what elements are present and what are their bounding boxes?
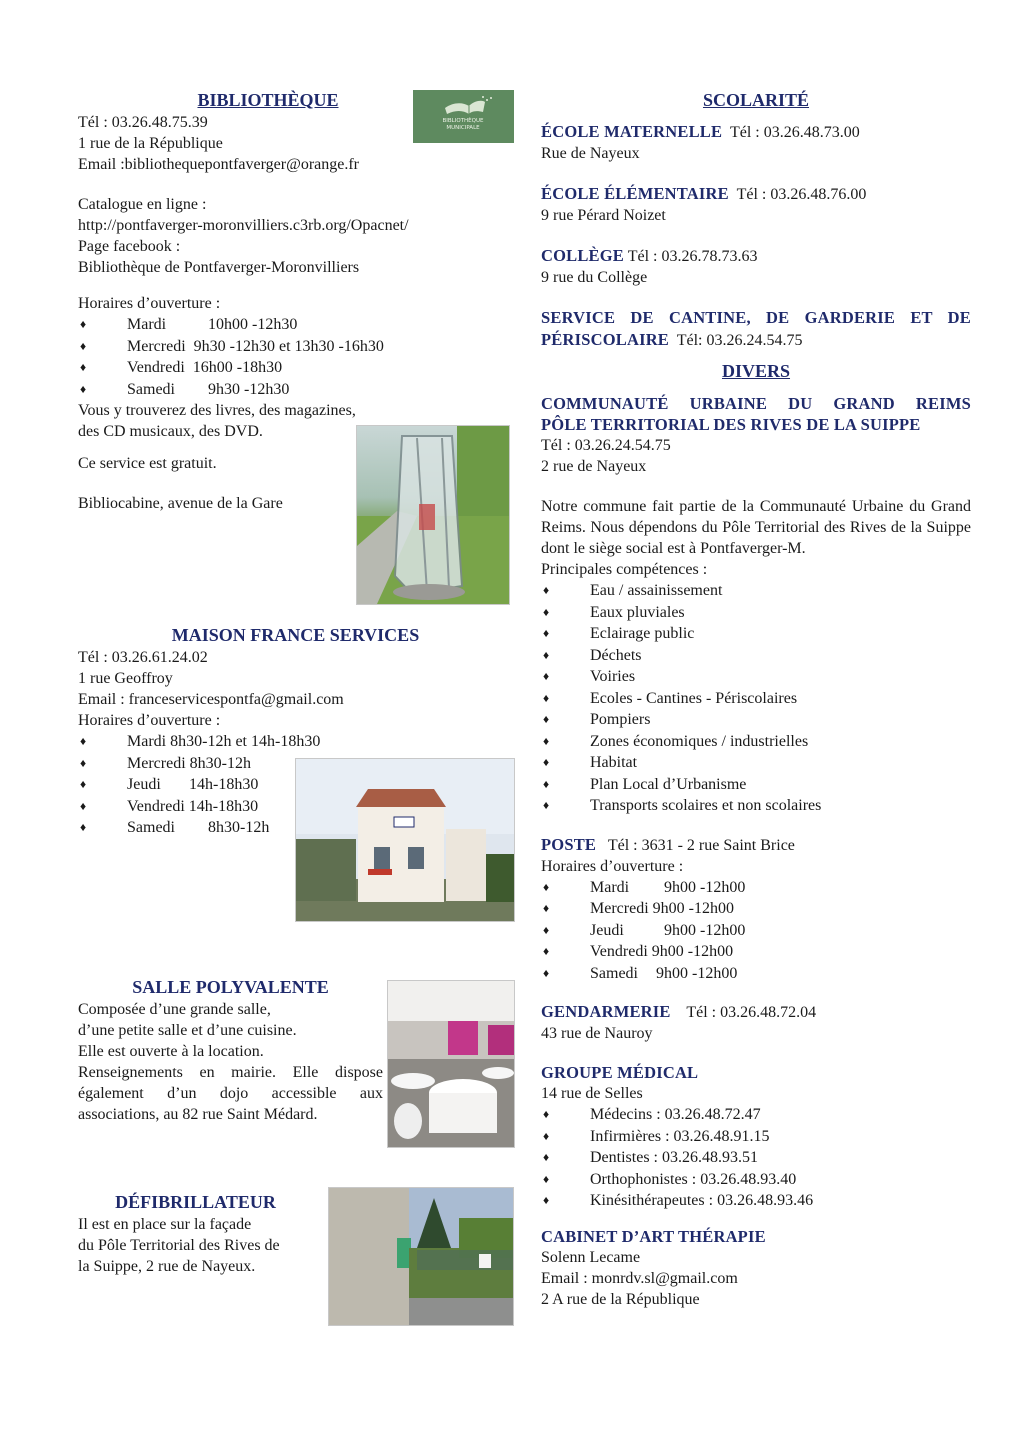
logo-text: BIBLIOTHÈQUE MUNICIPALE xyxy=(442,118,484,131)
school-item: ÉCOLE MATERNELLE Tél : 03.26.48.73.00 xyxy=(541,122,860,141)
section-title: SALLE POLYVALENTE xyxy=(132,977,329,997)
bullet-icon: ♦ xyxy=(543,798,550,812)
right-column xyxy=(541,88,971,1310)
section-title: MAISON FRANCE SERVICES xyxy=(171,625,420,645)
address: 2 rue de Nayeux xyxy=(541,458,647,475)
facebook-link[interactable]: Bibliothèque de Pontfaverger-Moronvilliers xyxy=(78,259,360,276)
list-item: ♦ Eclairage public xyxy=(543,625,695,642)
list-item: ♦ Orthophonistes : 03.26.48.93.40 xyxy=(543,1170,797,1188)
bullet-icon: ♦ xyxy=(543,1107,550,1121)
list-item: ♦ Kinésithérapeutes : 03.26.48.93.46 xyxy=(543,1192,814,1209)
bullet-icon: ♦ xyxy=(543,1150,550,1164)
section-groupe-medical xyxy=(541,1062,971,1212)
facebook-label: Page facebook : xyxy=(78,238,181,255)
address: 14 rue de Selles xyxy=(541,1085,643,1102)
school-item: COLLÈGE Tél : 03.26.78.73.63 xyxy=(541,246,758,265)
hours-list xyxy=(78,314,518,400)
list-item: ♦ Dentistes : 03.26.48.93.51 xyxy=(543,1149,758,1166)
org-name: GROUPE MÉDICAL xyxy=(541,1063,699,1082)
bullet-icon: ♦ xyxy=(543,922,550,937)
bullet-icon: ♦ xyxy=(543,755,550,769)
list-item: ♦ Samedi 9h30 -12h30 xyxy=(80,380,290,398)
list-item: ♦ Samedi 8h30-12h xyxy=(80,819,270,836)
bullet-icon: ♦ xyxy=(80,360,87,374)
list-item: ♦ Infirmières : 03.26.48.91.15 xyxy=(543,1127,770,1145)
list-item: ♦ Samedi 9h00 -12h00 xyxy=(543,964,738,982)
bullet-icon: ♦ xyxy=(543,901,550,915)
list-item: ♦ Mercredi 8h30-12h xyxy=(80,754,251,772)
list-item: ♦ Pompiers xyxy=(543,711,651,728)
paragraph: Notre commune fait partie de la Communauté Urbaine du Grand Reims. Nous dépendons du Pôle Territorial des Rives de la Suippe dont le siège social est à Pontfaverger-M. xyxy=(541,498,971,557)
bullet-icon: ♦ xyxy=(543,604,550,619)
text-line: Composée d’une grande salle, xyxy=(78,1001,271,1018)
list-item: ♦ Mardi 10h00 -12h30 xyxy=(80,316,298,333)
phone: Tél : 3631 - 2 rue Saint Brice xyxy=(607,836,795,854)
list-item: ♦ Jeudi 9h00 -12h00 xyxy=(543,921,746,939)
bullet-icon: ♦ xyxy=(543,690,550,705)
section-title: DIVERS xyxy=(721,361,791,381)
list-item: ♦ Vendredi 9h00 -12h00 xyxy=(543,943,734,960)
hours-label: Horaires d’ouverture : xyxy=(541,857,684,875)
paragraph: Renseignements en mairie. Elle dispose également d’un dojo accessible aux associations, au 82 rue Saint Médard. xyxy=(78,1064,383,1123)
free-note: Ce service est gratuit. xyxy=(78,455,217,472)
bullet-icon: ♦ xyxy=(80,734,87,748)
catalogue-link[interactable]: http://pontfaverger-moronvilliers.c3rb.org/Opacnet/ xyxy=(78,217,409,234)
list-item: ♦ Ecoles - Cantines - Périscolaires xyxy=(543,689,798,707)
bullet-icon: ♦ xyxy=(543,776,550,791)
competences-label: Principales compétences : xyxy=(541,561,708,578)
org-name: PÔLE TERRITORIAL DES RIVES DE LA SUIPPE xyxy=(541,415,921,434)
list-item: ♦ Vendredi 16h00 -18h30 xyxy=(80,359,283,376)
maison-france-services-photo xyxy=(295,758,515,922)
bullet-icon: ♦ xyxy=(80,338,87,353)
book-icon xyxy=(413,90,514,143)
org-name: COMMUNAUTÉ URBAINE DU GRAND REIMS xyxy=(541,394,971,413)
address: 9 rue du Collège xyxy=(541,269,648,286)
list-item: ♦ Mercredi 9h00 -12h00 xyxy=(543,900,734,917)
salle-polyvalente-photo xyxy=(387,980,515,1148)
bullet-icon: ♦ xyxy=(543,712,550,726)
school-item: ÉCOLE ÉLÉMENTAIRE Tél : 03.26.48.76.00 xyxy=(541,184,867,203)
hours-label: Horaires d’ouverture : xyxy=(78,295,221,312)
phone: Tél : 03.26.48.72.04 xyxy=(686,1004,817,1021)
org-name: CABINET D’ART THÉRAPIE xyxy=(541,1226,766,1246)
address: 43 rue de Nauroy xyxy=(541,1025,653,1042)
address: Rue de Nayeux xyxy=(541,145,640,162)
bullet-icon: ♦ xyxy=(543,879,550,894)
bibliotheque-logo xyxy=(413,90,514,143)
address: 1 rue Geoffroy xyxy=(78,670,173,687)
bullet-icon: ♦ xyxy=(543,669,550,683)
section-salle-polyvalente xyxy=(78,975,383,1125)
hours-label: Horaires d’ouverture : xyxy=(78,712,221,729)
bullet-icon: ♦ xyxy=(543,944,550,958)
section-title: DÉFIBRILLATEUR xyxy=(115,1192,276,1212)
phone: Tél : 03.26.24.54.75 xyxy=(541,437,671,454)
list-item: ♦ Jeudi 14h-18h30 xyxy=(80,776,259,793)
bullet-icon: ♦ xyxy=(543,1128,550,1143)
email[interactable]: Email : monrdv.sl@gmail.com xyxy=(541,1269,738,1287)
defibrillateur-photo xyxy=(328,1187,514,1326)
list-item: ♦ Habitat xyxy=(543,754,638,771)
catalogue-label: Catalogue en ligne : xyxy=(78,196,207,213)
phone: Tél : 03.26.61.24.02 xyxy=(78,649,208,666)
description: des CD musicaux, des DVD. xyxy=(78,423,263,440)
list-item: ♦ Voiries xyxy=(543,668,636,685)
list-item: ♦ Eaux pluviales xyxy=(543,603,685,621)
org-name: POSTE xyxy=(541,834,597,854)
section-poste xyxy=(541,834,971,985)
competences-list xyxy=(541,580,971,817)
bullet-icon: ♦ xyxy=(543,1193,550,1207)
address: 2 A rue de la République xyxy=(541,1290,700,1308)
address: 1 rue de la République xyxy=(78,135,223,152)
bullet-icon: ♦ xyxy=(80,381,87,396)
list-item: ♦ Vendredi 14h-18h30 xyxy=(80,797,259,815)
section-title: SCOLARITÉ xyxy=(702,90,810,110)
text-line: Il est en place sur la façade xyxy=(78,1216,252,1233)
text-line: la Suippe, 2 rue de Nayeux. xyxy=(78,1258,256,1275)
person: Solenn Lecame xyxy=(541,1248,641,1266)
list-item: ♦ Mardi 8h30-12h et 14h-18h30 xyxy=(80,733,321,750)
bullet-icon: ♦ xyxy=(543,733,550,748)
list-item: ♦ Médecins : 03.26.48.72.47 xyxy=(543,1106,761,1123)
list-item: ♦ Mercredi 9h30 -12h30 et 13h30 -16h30 xyxy=(80,337,384,355)
section-art-therapie xyxy=(541,1226,971,1310)
section-scolarite xyxy=(541,88,971,351)
section-title: BIBLIOTHÈQUE xyxy=(197,90,339,110)
description: Vous y trouverez des livres, des magazines, xyxy=(78,402,356,419)
text-line: du Pôle Territorial des Rives de xyxy=(78,1237,280,1254)
bullet-icon: ♦ xyxy=(543,1171,550,1186)
section-gendarmerie xyxy=(541,1001,971,1044)
medical-list xyxy=(541,1104,971,1212)
cantine-item: SERVICE DE CANTINE, DE GARDERIE ET DE PÉRISCOLAIRE Tél: 03.26.24.54.75 xyxy=(541,308,971,349)
email[interactable]: Email :bibliothequepontfaverger@orange.fr xyxy=(78,156,360,173)
list-item: ♦ Transports scolaires et non scolaires xyxy=(543,797,822,814)
section-defibrillateur xyxy=(78,1190,326,1277)
list-item: ♦ Eau / assainissement xyxy=(543,582,723,599)
bullet-icon: ♦ xyxy=(543,965,550,980)
bullet-icon: ♦ xyxy=(80,777,87,791)
list-item: ♦ Déchets xyxy=(543,646,642,664)
bullet-icon: ♦ xyxy=(543,647,550,662)
list-item: ♦ Plan Local d’Urbanisme xyxy=(543,775,747,793)
bullet-icon: ♦ xyxy=(80,317,87,331)
bullet-icon: ♦ xyxy=(80,755,87,770)
list-item: ♦ Zones économiques / industrielles xyxy=(543,732,809,750)
list-item: ♦ Mardi 9h00 -12h00 xyxy=(543,878,746,896)
bullet-icon: ♦ xyxy=(80,798,87,813)
bullet-icon: ♦ xyxy=(543,626,550,640)
bibliocabine-photo xyxy=(356,425,510,605)
bibliocabine: Bibliocabine, avenue de la Gare xyxy=(78,495,283,512)
text-line: Elle est ouverte à la location. xyxy=(78,1043,264,1060)
phone: Tél : 03.26.48.75.39 xyxy=(78,114,208,131)
hours-list xyxy=(541,877,971,985)
bullet-icon: ♦ xyxy=(543,583,550,597)
email[interactable]: Email : franceservicespontfa@gmail.com xyxy=(78,691,344,708)
bullet-icon: ♦ xyxy=(80,820,87,834)
text-line: d’une petite salle et d’une cuisine. xyxy=(78,1022,297,1039)
org-name: GENDARMERIE xyxy=(541,1002,671,1021)
address: 9 rue Pérard Noizet xyxy=(541,207,666,224)
section-divers xyxy=(541,359,971,817)
